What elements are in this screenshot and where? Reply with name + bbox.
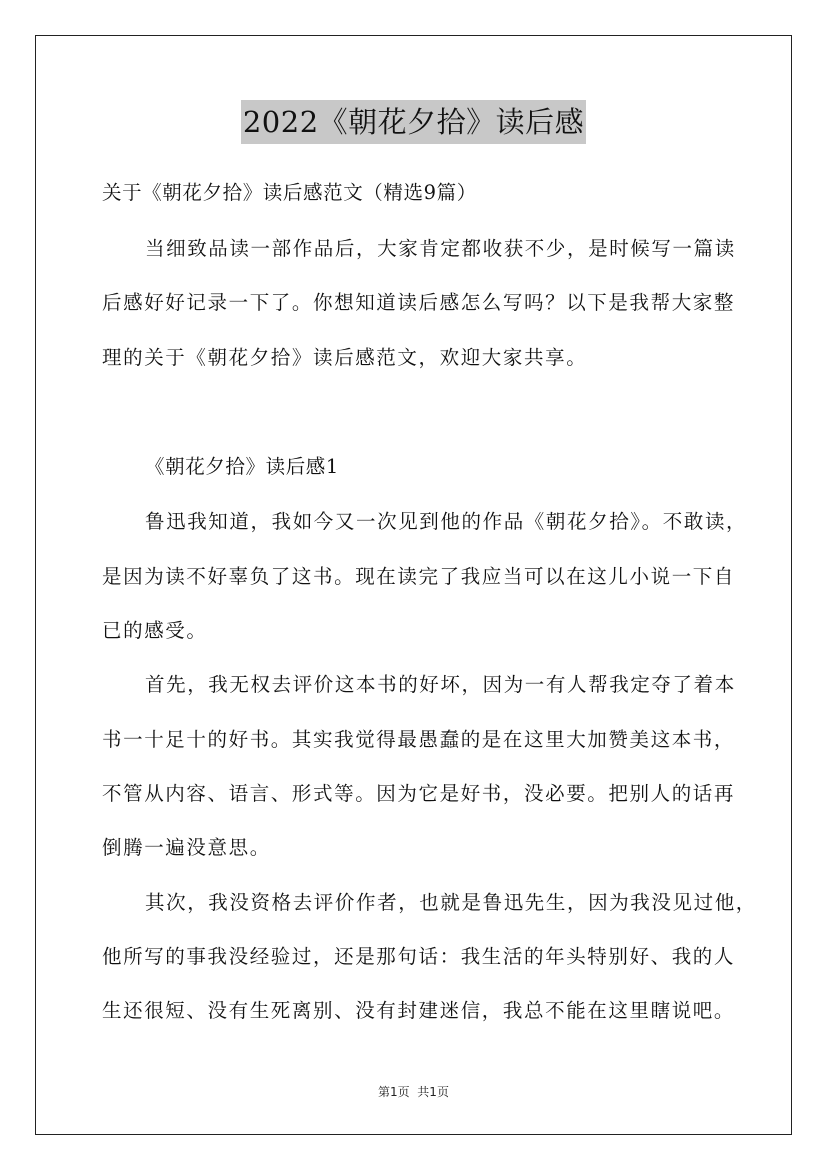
paragraph-3-line-1: 其次，我没资格去评价作者，也就是鲁迅先生，因为我没见过他，: [145, 891, 757, 914]
paragraph-3-line-2: 他所写的事我没经验过，还是那句话：我生活的年头特别好、我的人: [102, 945, 736, 968]
paragraph-1-line-1: 鲁迅我知道，我如今又一次见到他的作品《朝花夕拾》。不敢读，: [145, 510, 748, 533]
page-footer: [0, 1083, 827, 1100]
intro-line-2: 后感好好记录一下了。你想知道读后感怎么写吗？以下是我帮大家整: [102, 291, 736, 314]
page-number-label: 第1页 共1页: [378, 1085, 449, 1099]
paragraph-2-line-2: 书一十足十的好书。其实我觉得最愚蠢的是在这里大加赞美这本书，: [102, 728, 736, 751]
intro-line-3: 理的关于《朝花夕拾》读后感范文，欢迎大家共享。: [102, 346, 588, 369]
paragraph-2-line-4: 倒腾一遍没意思。: [102, 836, 271, 859]
document-title: 2022《朝花夕拾》读后感: [241, 100, 586, 144]
title-container: [0, 100, 827, 144]
document-subtitle: 关于《朝花夕拾》读后感范文（精选9篇）: [102, 181, 477, 204]
paragraph-3-line-3: 生还很短、没有生死离别、没有封建迷信，我总不能在这里瞎说吧。: [102, 999, 736, 1022]
paragraph-2-line-1: 首先，我无权去评价这本书的好坏，因为一有人帮我定夺了着本: [145, 673, 736, 696]
paragraph-1-line-3: 已的感受。: [102, 619, 208, 642]
intro-line-1: 当细致品读一部作品后，大家肯定都收获不少，是时候写一篇读: [145, 237, 736, 260]
paragraph-2-line-3: 不管从内容、语言、形式等。因为它是好书，没必要。把别人的话再: [102, 782, 736, 805]
paragraph-1-line-2: 是因为读不好辜负了这书。现在读完了我应当可以在这儿小说一下自: [102, 565, 736, 588]
section-heading: 《朝花夕拾》读后感1: [145, 455, 339, 478]
